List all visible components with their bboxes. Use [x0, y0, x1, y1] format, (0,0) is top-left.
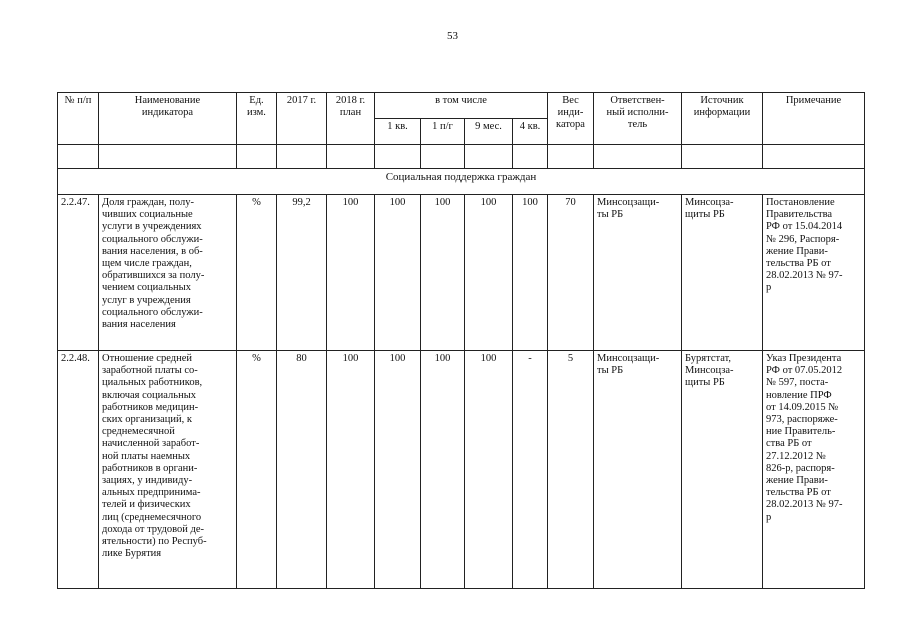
row-note: Постановление Правительства РФ от 15.04.2014 № 296, Распоря- жение Прави- тельства РБ от 28.02.2013 № 97- р	[763, 195, 865, 351]
header-weight: Вес инди- катора	[548, 93, 594, 145]
row-unit: %	[237, 195, 277, 351]
header-q4: 4 кв.	[513, 119, 548, 145]
indicators-table	[57, 92, 865, 589]
row-source: Бурятстат, Минсоцза- щиты РБ	[682, 351, 763, 589]
table-row	[58, 195, 865, 351]
row-h1: 100	[421, 351, 465, 589]
row-2017: 80	[277, 351, 327, 589]
row-2017: 99,2	[277, 195, 327, 351]
row-2018: 100	[327, 195, 375, 351]
header-h1: 1 п/г	[421, 119, 465, 145]
row-2018: 100	[327, 351, 375, 589]
header-2018-plan: 2018 г. план	[327, 93, 375, 145]
header-9m: 9 мес.	[465, 119, 513, 145]
row-num: 2.2.48.	[58, 351, 99, 589]
row-indicator-name: Отношение средней заработной платы со- циальных работников, включая социальных работников медицин- ских организаций, к среднемесячной начисленной заработ- ной платы наемных работников в органи- зациях, у индивиду- альных предпринима- телей и физических лиц (среднемесячного дохода от трудовой де- ятельности) по Респуб- лике Бурятия	[99, 351, 237, 589]
row-note: Указ Президента РФ от 07.05.2012 № 597, поста- новление ПРФ от 14.09.2015 № 973, распоряже- ние Правитель- ства РБ от 27.12.2012 № 826-р, распоря- жение Прави- тельства РБ от 28.02.2013 № 97- р	[763, 351, 865, 589]
row-h1: 100	[421, 195, 465, 351]
row-num: 2.2.47.	[58, 195, 99, 351]
row-responsible: Минсоцзащи- ты РБ	[594, 351, 682, 589]
row-indicator-name: Доля граждан, полу- чивших социальные услуги в учреждениях социального обслужи- вания населения, в об- щем числе граждан, обратившихся за полу- чением социальных услуг в учреждения социального обслужи- вания населения	[99, 195, 237, 351]
header-responsible: Ответствен- ный исполни- тель	[594, 93, 682, 145]
header-including: в том числе	[375, 93, 548, 119]
section-title: Социальная поддержка граждан	[58, 169, 865, 195]
row-9m: 100	[465, 351, 513, 589]
header-2017: 2017 г.	[277, 93, 327, 145]
row-unit: %	[237, 351, 277, 589]
row-weight: 70	[548, 195, 594, 351]
table-row	[58, 351, 865, 589]
row-responsible: Минсоцзащи- ты РБ	[594, 195, 682, 351]
row-q1: 100	[375, 195, 421, 351]
page-number: 53	[447, 30, 458, 42]
header-q1: 1 кв.	[375, 119, 421, 145]
header-note: Примечание	[763, 93, 865, 145]
header-indicator-name: Наименование индикатора	[99, 93, 237, 145]
row-weight: 5	[548, 351, 594, 589]
header-unit: Ед. изм.	[237, 93, 277, 145]
row-q4: -	[513, 351, 548, 589]
row-9m: 100	[465, 195, 513, 351]
row-q4: 100	[513, 195, 548, 351]
header-num: № п/п	[58, 93, 99, 145]
empty-row	[58, 145, 865, 169]
row-q1: 100	[375, 351, 421, 589]
row-source: Минсоцза- щиты РБ	[682, 195, 763, 351]
header-source: Источник информации	[682, 93, 763, 145]
